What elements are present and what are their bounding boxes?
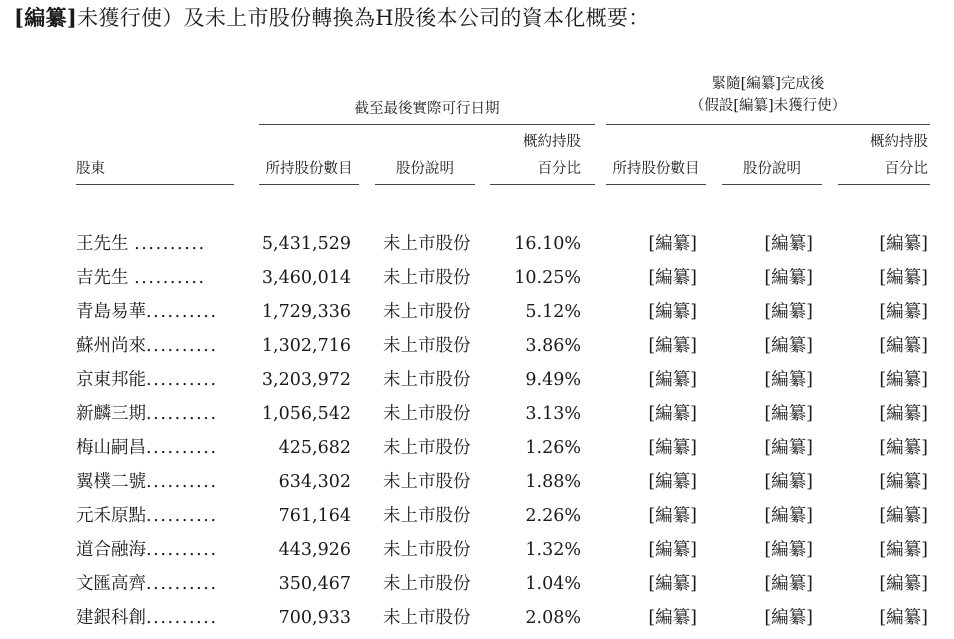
cell-pct: 2.08%	[525, 608, 581, 628]
leader-dots: ..........	[146, 608, 218, 628]
col-rule-desc	[375, 184, 475, 185]
cell-pct: 1.26%	[525, 438, 581, 458]
cell-r-desc: [編纂]	[764, 302, 813, 322]
cell-r-desc: [編纂]	[764, 370, 813, 390]
shareholder-name: 京東邦能	[76, 370, 146, 390]
col-rule-shares	[259, 184, 359, 185]
cell-pct: 2.26%	[525, 506, 581, 526]
cell-r-desc: [編纂]	[764, 608, 813, 628]
cell-r-pct: [編纂]	[879, 370, 928, 390]
cell-desc: 未上市股份	[383, 438, 471, 458]
leader-dots: ..........	[134, 234, 206, 254]
col-rule-r-pct	[838, 184, 930, 185]
heading-text: 未獲行使）及未上市股份轉換為H股後本公司的資本化概要：	[77, 6, 650, 30]
cell-r-shares: [編纂]	[648, 302, 697, 322]
cell-r-pct: [編纂]	[879, 540, 928, 560]
cell-r-pct: [編纂]	[879, 336, 928, 356]
group-rule-after	[606, 124, 930, 125]
cell-r-desc: [編纂]	[764, 234, 813, 254]
shareholder-name: 道合融海	[76, 540, 146, 560]
cell-shares: 3,203,972	[261, 370, 351, 390]
cell-r-pct: [編纂]	[879, 438, 928, 458]
col-header-shareholder-label: 股東	[76, 161, 105, 177]
cell-shareholder	[76, 363, 234, 397]
cell-shareholder	[76, 295, 234, 329]
cell-r-shares: [編纂]	[648, 404, 697, 424]
leader-dots: ..........	[134, 268, 206, 288]
cell-r-shares: [編纂]	[648, 608, 697, 628]
cell-pct: 1.88%	[525, 472, 581, 492]
cell-r-desc: [編纂]	[764, 404, 813, 424]
cell-shareholder	[76, 397, 234, 431]
leader-dots: ..........	[146, 574, 218, 594]
cell-pct: 3.86%	[525, 336, 581, 356]
col-rule-shareholder	[76, 184, 234, 185]
cell-r-pct: [編纂]	[879, 404, 928, 424]
cell-r-desc: [編纂]	[764, 506, 813, 526]
leader-dots: ..........	[146, 506, 218, 526]
group-header-after	[606, 73, 930, 117]
cell-shares: 700,933	[278, 608, 351, 628]
cell-shares: 1,729,336	[261, 302, 351, 322]
shareholder-name: 建銀科創	[76, 608, 146, 628]
col-header-r-shares-label: 所持股份數目	[612, 161, 700, 177]
cell-shares: 425,682	[278, 438, 351, 458]
cell-r-shares: [編纂]	[648, 336, 697, 356]
cell-pct: 9.49%	[525, 370, 581, 390]
table-row	[0, 431, 954, 465]
cell-desc: 未上市股份	[383, 268, 471, 288]
group-header-after-line1: 緊隨[編纂]完成後	[711, 76, 825, 92]
col-header-pct-line2: 百分比	[537, 161, 581, 177]
col-rule-r-desc	[722, 184, 822, 185]
col-header-r-desc-label: 股份說明	[743, 161, 801, 177]
cell-shares: 761,164	[278, 506, 351, 526]
col-header-pct-line1: 概約持股	[523, 134, 581, 150]
section-heading	[14, 2, 650, 32]
cell-r-pct: [編纂]	[879, 608, 928, 628]
cell-r-desc: [編纂]	[764, 438, 813, 458]
group-header-after-line2: （假設[編纂]未獲行使）	[689, 98, 847, 114]
shareholder-name: 新麟三期	[76, 404, 146, 424]
cell-shareholder	[76, 227, 234, 261]
cell-r-pct: [編纂]	[879, 506, 928, 526]
cell-pct: 1.32%	[525, 540, 581, 560]
leader-dots: ..........	[146, 370, 218, 390]
cell-shareholder	[76, 533, 234, 567]
col-rule-pct	[490, 184, 595, 185]
cell-r-pct: [編纂]	[879, 268, 928, 288]
cell-r-shares: [編纂]	[648, 472, 697, 492]
cell-pct: 1.04%	[525, 574, 581, 594]
col-header-shares-label: 所持股份數目	[265, 161, 353, 177]
cell-r-pct: [編纂]	[879, 472, 928, 492]
table-row	[0, 533, 954, 567]
cell-desc: 未上市股份	[383, 506, 471, 526]
cell-desc: 未上市股份	[383, 302, 471, 322]
cell-r-shares: [編纂]	[648, 506, 697, 526]
col-header-r-shares	[606, 158, 706, 181]
leader-dots: ..........	[146, 302, 218, 322]
col-header-r-pct-line1: 概約持股	[870, 134, 928, 150]
table-row	[0, 499, 954, 533]
cell-shares: 443,926	[278, 540, 351, 560]
leader-dots: ..........	[146, 472, 218, 492]
cell-shares: 634,302	[278, 472, 351, 492]
cell-shareholder	[76, 261, 234, 295]
shareholder-name: 蘇州尚來	[76, 336, 146, 356]
leader-dots: ..........	[146, 336, 218, 356]
table-row	[0, 329, 954, 363]
cell-desc: 未上市股份	[383, 370, 471, 390]
cell-r-desc: [編纂]	[764, 336, 813, 356]
table-row	[0, 363, 954, 397]
cell-r-desc: [編纂]	[764, 574, 813, 594]
heading-redacted-tag: [編纂]	[14, 5, 78, 30]
cell-pct: 5.12%	[525, 302, 581, 322]
cell-desc: 未上市股份	[383, 336, 471, 356]
col-header-desc-label: 股份說明	[396, 161, 454, 177]
cell-pct: 10.25%	[514, 268, 581, 288]
cell-desc: 未上市股份	[383, 234, 471, 254]
cell-r-desc: [編纂]	[764, 472, 813, 492]
table-row	[0, 567, 954, 601]
table-row	[0, 465, 954, 499]
cell-shareholder	[76, 499, 234, 533]
col-header-pct	[490, 131, 581, 181]
cell-r-shares: [編纂]	[648, 540, 697, 560]
table-row	[0, 261, 954, 295]
cell-desc: 未上市股份	[383, 608, 471, 628]
cell-r-shares: [編纂]	[648, 234, 697, 254]
cell-shares: 5,431,529	[261, 234, 351, 254]
col-header-r-pct-line2: 百分比	[884, 161, 928, 177]
shareholder-name: 文匯高齊	[76, 574, 146, 594]
cell-desc: 未上市股份	[383, 540, 471, 560]
cell-r-shares: [編纂]	[648, 370, 697, 390]
cell-r-pct: [編纂]	[879, 234, 928, 254]
col-header-r-desc	[722, 158, 822, 181]
cell-shares: 3,460,014	[261, 268, 351, 288]
shareholder-name: 元禾原點	[76, 506, 146, 526]
leader-dots: ..........	[146, 438, 218, 458]
cell-r-shares: [編纂]	[648, 438, 697, 458]
cell-r-pct: [編纂]	[879, 574, 928, 594]
group-rule-current	[259, 124, 595, 125]
cell-shareholder	[76, 567, 234, 601]
table-row	[0, 295, 954, 329]
cell-r-shares: [編纂]	[648, 268, 697, 288]
shareholder-name: 梅山嗣昌	[76, 438, 146, 458]
cell-pct: 16.10%	[514, 234, 581, 254]
cell-r-desc: [編纂]	[764, 540, 813, 560]
shareholder-name: 吉先生	[76, 268, 129, 288]
group-header-current	[259, 98, 595, 120]
col-header-r-pct	[838, 131, 928, 181]
cell-r-shares: [編纂]	[648, 574, 697, 594]
col-header-desc	[375, 158, 475, 181]
leader-dots: ..........	[146, 540, 218, 560]
cell-shares: 350,467	[278, 574, 351, 594]
col-header-shares	[259, 158, 359, 181]
cell-desc: 未上市股份	[383, 404, 471, 424]
cell-shareholder	[76, 329, 234, 363]
table-row	[0, 227, 954, 261]
cell-shares: 1,056,542	[261, 404, 351, 424]
col-rule-r-shares	[606, 184, 706, 185]
shareholder-name: 王先生	[76, 234, 129, 254]
cell-desc: 未上市股份	[383, 472, 471, 492]
cell-shares: 1,302,716	[261, 336, 351, 356]
cell-pct: 3.13%	[525, 404, 581, 424]
cell-desc: 未上市股份	[383, 574, 471, 594]
col-header-shareholder	[76, 158, 105, 181]
shareholder-name: 青島易華	[76, 302, 146, 322]
leader-dots: ..........	[146, 404, 218, 424]
cell-r-pct: [編纂]	[879, 302, 928, 322]
cell-r-desc: [編纂]	[764, 268, 813, 288]
shareholder-name: 翼樸二號	[76, 472, 146, 492]
group-header-current-title: 截至最後實際可行日期	[354, 101, 500, 117]
cell-shareholder	[76, 601, 234, 635]
cell-shareholder	[76, 431, 234, 465]
cell-shareholder	[76, 465, 234, 499]
table-row	[0, 397, 954, 431]
table-row	[0, 601, 954, 635]
